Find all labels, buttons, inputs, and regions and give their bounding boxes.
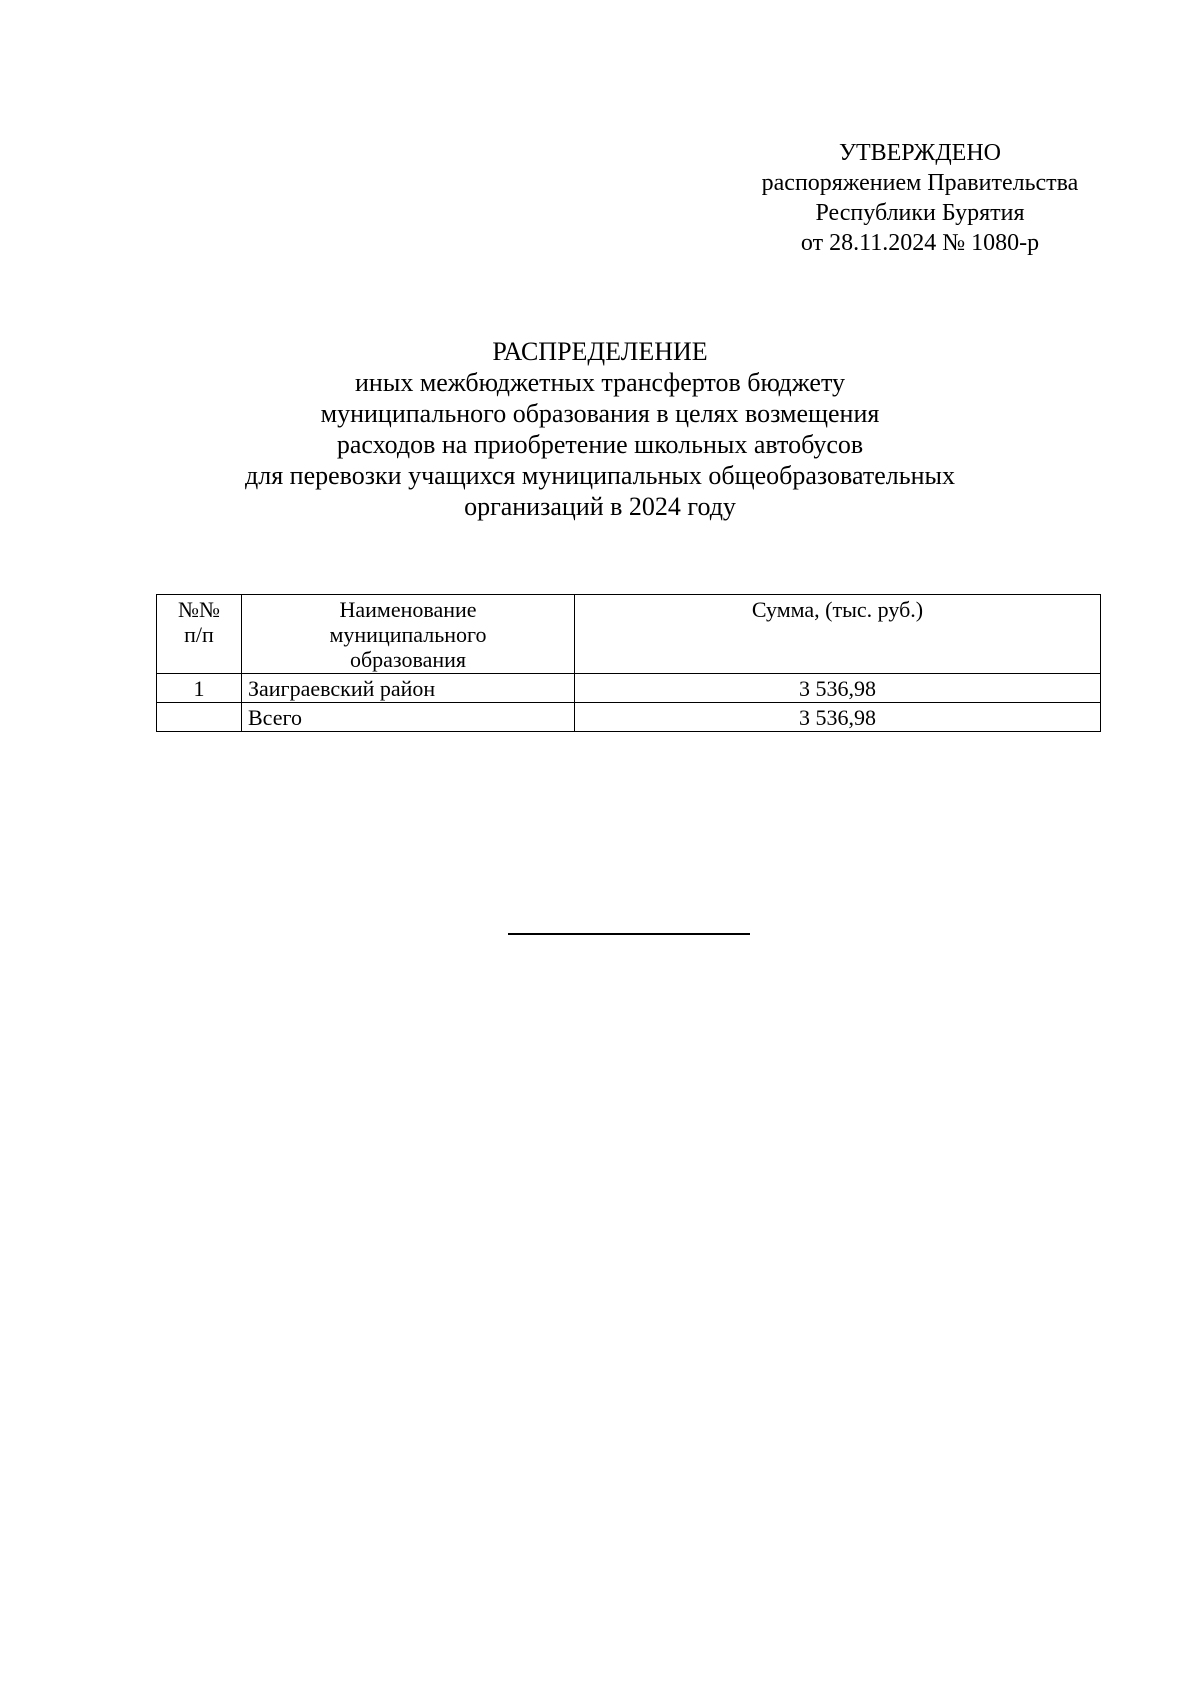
heading-line: иных межбюджетных трансфертов бюджету [355,368,845,397]
closing-rule [508,933,750,935]
header-num-cell [157,595,242,674]
approval-republic: Республики Бурятия [815,200,1025,226]
row-sum-cell: 3 536,98 [575,674,1101,703]
total-label-cell: Всего [242,703,575,732]
table-row [157,674,1101,703]
approval-block [740,138,1100,258]
header-name-cell [242,595,575,674]
distribution-table [156,594,1101,732]
heading-line: организаций в 2024 году [464,492,736,521]
header-sum-cell: Сумма, (тыс. руб.) [575,595,1101,674]
approval-stamp-title: УТВЕРЖДЕНО [838,140,1002,166]
row-name-cell: Заиграевский район [242,674,575,703]
row-num-cell: 1 [157,674,242,703]
table-total-row [157,703,1101,732]
document-title: РАСПРЕДЕЛЕНИЕ [492,337,708,366]
total-num-cell [157,703,242,732]
header-name-line: муниципального [329,622,487,647]
header-num-line: п/п [184,622,214,647]
approval-issuer: распоряжением Правительства [761,170,1079,196]
header-name-line: образования [349,647,467,672]
header-num-line: №№ [178,597,220,622]
heading-line: муниципального образования в целях возмещения [320,399,880,428]
heading-line: расходов на приобретение школьных автобусов [336,430,864,459]
header-name-line: Наименование [339,597,477,622]
total-sum-cell: 3 536,98 [575,703,1101,732]
heading-line: для перевозки учащихся муниципальных общеобразовательных [245,461,955,490]
approval-date-number: от 28.11.2024 № 1080-р [800,230,1040,256]
table-header-row [157,595,1101,674]
document-heading [130,336,1070,522]
